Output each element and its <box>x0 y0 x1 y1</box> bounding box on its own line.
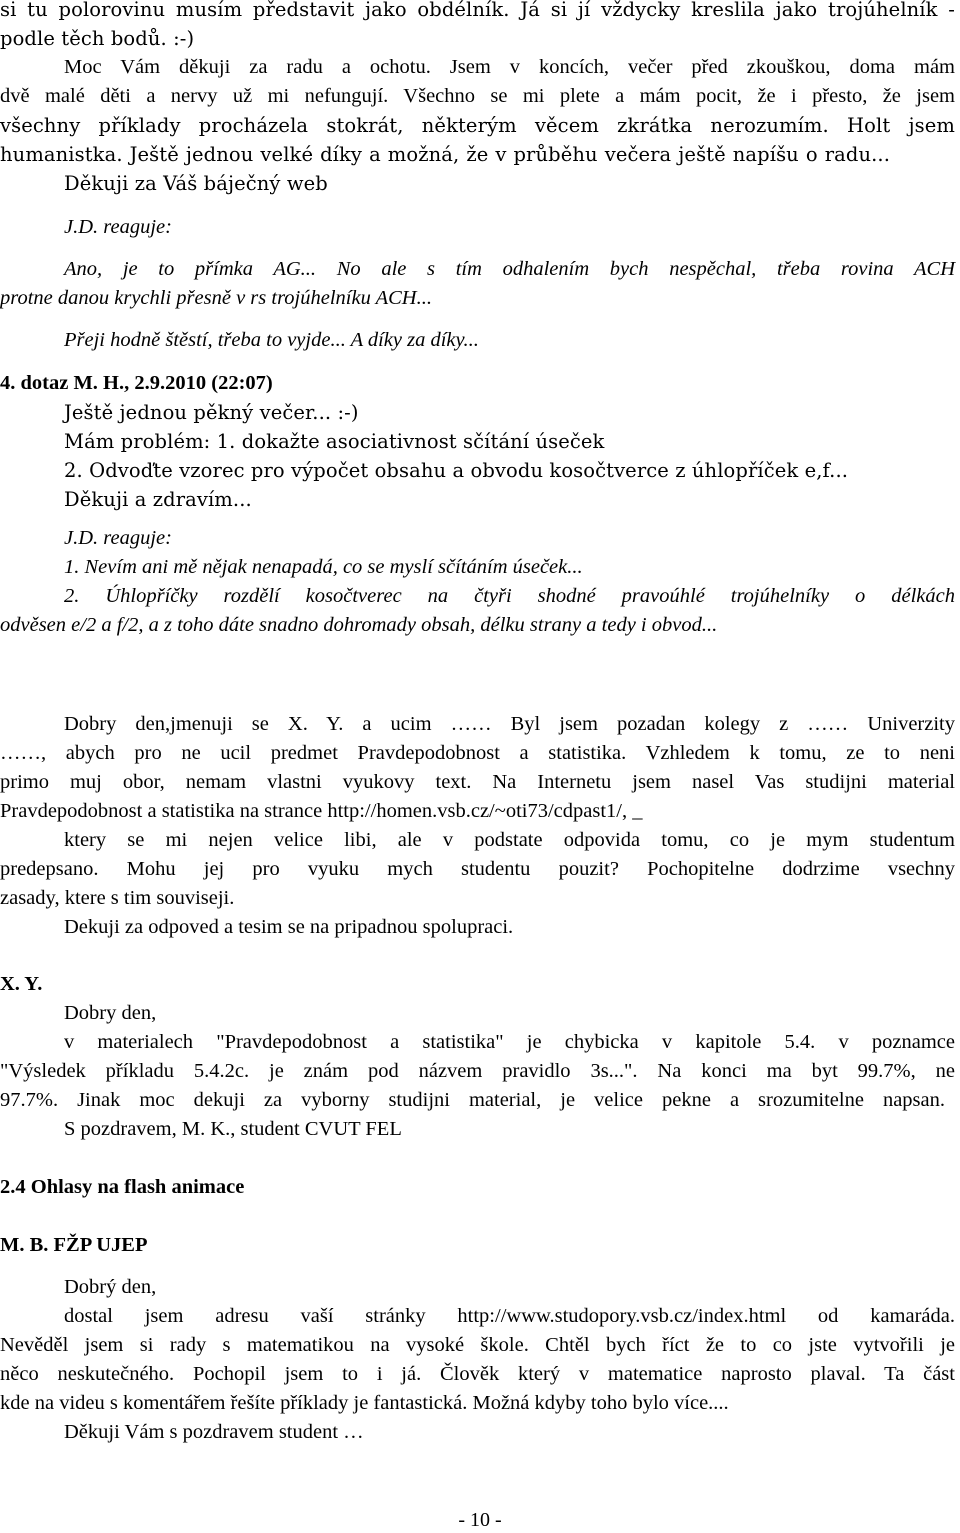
text-line: Dobry den, <box>64 1002 157 1024</box>
reply-line: Ano, je to přímka AG... No ale s tím odhalením bych nespěchal, třeba rovina ACH <box>64 258 955 280</box>
text-line: humanistka. Ještě jednou velké díky a možná, že v průběhu večera ještě napíšu o radu... <box>0 143 890 166</box>
text-line: podle těch bodů. :-) <box>0 27 195 50</box>
section-heading: 2.4 Ohlasy na flash animace <box>0 1176 245 1198</box>
text-line: 97.7%. Jinak moc dekuji za vyborny studijni material, je velice pekne a srozumitelne napsan. <box>0 1089 945 1111</box>
reply-line: protne danou krychli přesně v rs trojúhelníku ACH... <box>0 287 432 309</box>
text-line: Děkuji a zdravím... <box>64 488 252 511</box>
text-line: Nevěděl jsem si rady s matematikou na vysoké škole. Chtěl bych říct že to co jste vytvořili je <box>0 1334 955 1356</box>
text-line: "Výsledek příkladu 5.4.2c. je znám pod názvem pravidlo 3s...". Na konci ma byt 99.7%, ne <box>0 1060 955 1082</box>
question-title: 4. dotaz M. H., 2.9.2010 (22:07) <box>0 372 273 394</box>
text-line: predepsano. Mohu jej pro vyuku mych studentu pouzit? Pochopitelne dodrzime vsechny <box>0 858 955 880</box>
text-line: si tu polorovinu musím představit jako obdélník. Já si jí vždycky kreslila jako trojúhelník - <box>0 0 955 21</box>
text-line: S pozdravem, M. K., student CVUT FEL <box>64 1118 402 1140</box>
text-line: Děkuji Vám s pozdravem student … <box>64 1421 364 1443</box>
text-line: něco neskutečného. Pochopil jsem to i já. Člověk který v matematice naprosto plaval. Ta část <box>0 1363 955 1385</box>
text-line: ktery se mi nejen velice libi, ale v podstate odpovida tomu, co je mym studentum <box>64 829 955 851</box>
text-line: Mám problém: 1. dokažte asociativnost sčítání úseček <box>64 430 605 453</box>
text-line: primo muj obor, nemam vlastni vyukovy text. Na Internetu jsem nasel Vas studijni material <box>0 771 955 793</box>
reply-line: odvěsen e/2 a f/2, a z toho dáte snadno dohromady obsah, délku strany a tedy i obvod... <box>0 614 718 636</box>
reply-line: 2. Úhlopříčky rozdělí kosočtverec na čtyři shodné pravoúhlé trojúhelníky o délkách <box>64 585 955 607</box>
text-line: zasady, ktere s tim souviseji. <box>0 887 235 909</box>
signature: M. B. FŽP UJEP <box>0 1234 148 1256</box>
reply-line: Přeji hodně štěstí, třeba to vyjde... A díky za díky... <box>64 329 479 351</box>
text-line: Ještě jednou pěkný večer... :-) <box>64 401 359 424</box>
text-line: ……, abych pro ne ucil predmet Pravdepodobnost a statistika. Vzhledem k tomu, ze to neni <box>0 742 955 764</box>
reply-line: 1. Nevím ani mě nějak nenapadá, co se myslí sčítáním úseček... <box>64 556 583 578</box>
text-line: v materialech "Pravdepodobnost a statistika" je chybicka v kapitole 5.4. v poznamce <box>64 1031 955 1053</box>
text-line: 2. Odvoďte vzorec pro výpočet obsahu a obvodu kosočtverce z úhlopříček e,f... <box>64 459 849 482</box>
text-line: kde na videu s komentářem řešíte příklady je fantastická. Možná kdyby toho bylo více.... <box>0 1392 729 1414</box>
page-number: - 10 - <box>458 1509 502 1531</box>
text-line: všechny příklady procházela stokrát, některým věcem zkrátka nerozumím. Holt jsem <box>0 114 955 137</box>
text-line: Dekuji za odpoved a tesim se na pripadnou spolupraci. <box>64 916 514 938</box>
text-line: Moc Vám děkuji za radu a ochotu. Jsem v koncích, večer před zkouškou, doma mám <box>64 56 955 78</box>
text-line: dostal jsem adresu vaší stránky http://www.studopory.vsb.cz/index.html od kamaráda. <box>64 1305 955 1327</box>
text-line: dvě malé děti a nervy už mi nefungují. Všechno se mi plete a mám pocit, že i přesto, že jsem <box>0 85 955 107</box>
text-line: Dobrý den, <box>64 1276 157 1298</box>
reply-heading: J.D. reaguje: <box>64 527 172 549</box>
text-line: Dobry den,jmenuji se X. Y. a ucim …… Byl jsem pozadan kolegy z …… Univerzity <box>64 713 955 735</box>
signature: X. Y. <box>0 973 43 995</box>
text-line: Pravdepodobnost a statistika na strance http://homen.vsb.cz/~oti73/cdpast1/, _ <box>0 800 643 822</box>
reply-heading: J.D. reaguje: <box>64 216 172 238</box>
text-line: Děkuji za Váš báječný web <box>64 172 328 195</box>
